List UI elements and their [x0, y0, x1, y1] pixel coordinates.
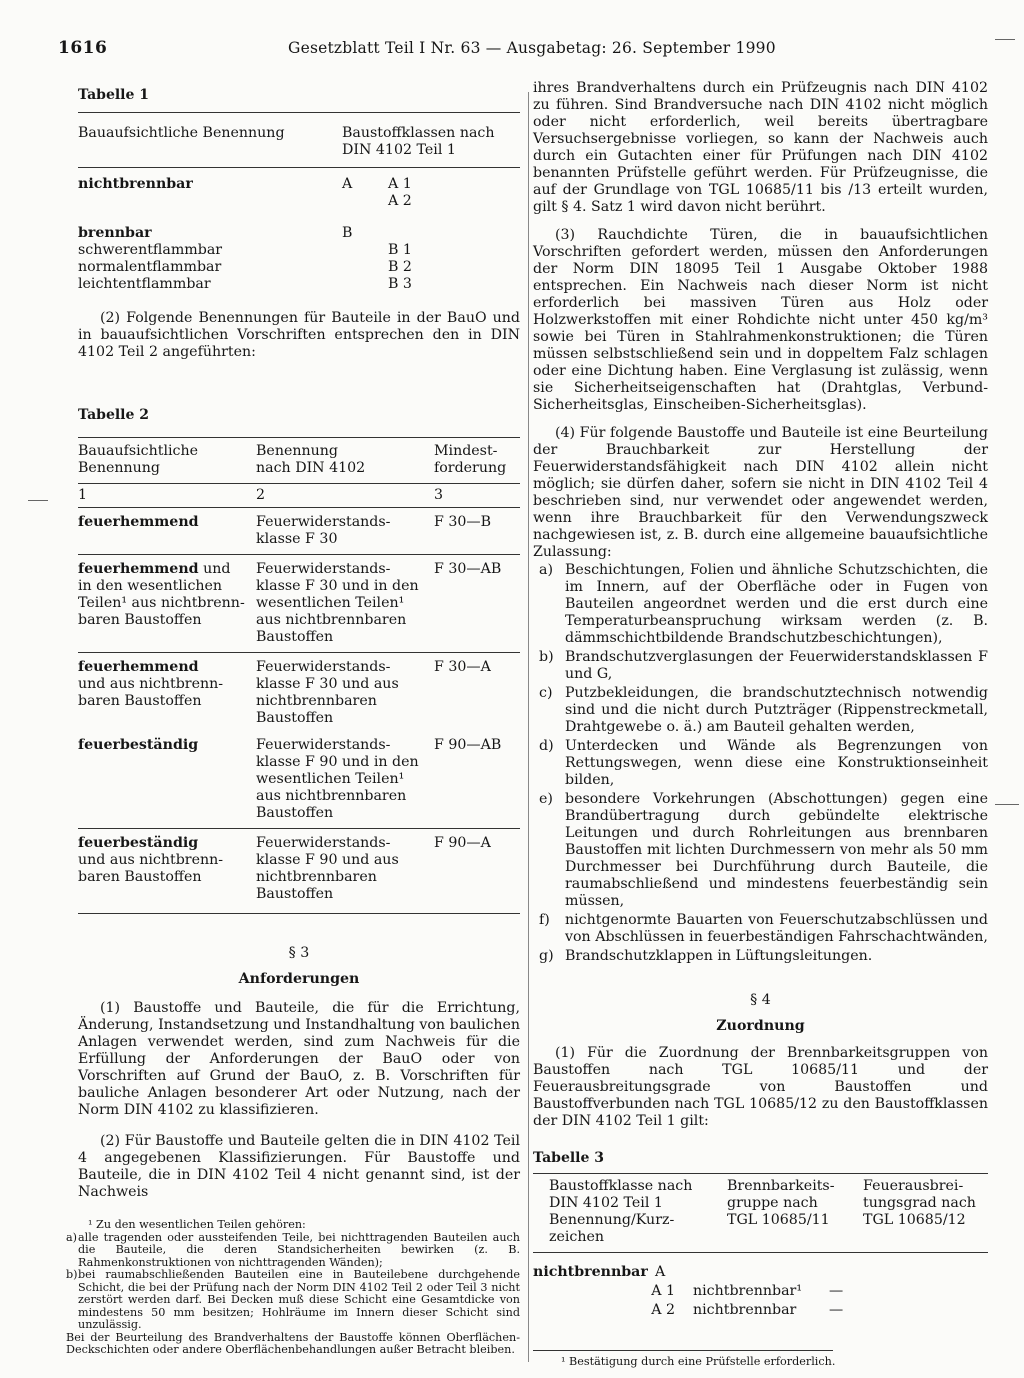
table2-din-line: aus nichtbrennbaren: [256, 612, 407, 628]
list-item-label: g): [539, 948, 554, 964]
table1-row: [78, 259, 520, 276]
table2-din-benennung: [256, 561, 434, 646]
footnote-left-a-label: a): [66, 1230, 78, 1244]
list-item-text: Unterdecken und Wände als Begrenzungen von Rettungswegen, wenn diese eine Konstruktionseinheit bilden,: [565, 738, 988, 788]
table2-mindestforderung: F 30—AB: [434, 561, 502, 577]
section4-number: § 4: [750, 992, 771, 1008]
table2-body: [78, 508, 520, 907]
list-item-label: a): [539, 562, 553, 578]
table1-row: [78, 242, 520, 259]
table2-din-line: aus nichtbrennbaren: [256, 788, 407, 804]
table2-bez-bold: feuerbeständig: [78, 835, 199, 851]
table2-header-col1: [78, 443, 256, 477]
table1-klasse: A 2: [388, 193, 412, 209]
table2-bez-line: Teilen¹ aus nichtbrenn-: [78, 595, 245, 611]
table2-bez-line: in den wesentlichen: [78, 578, 223, 594]
list-item-label: f): [539, 912, 550, 928]
table1-benennung: nichtbrennbar: [78, 176, 193, 192]
table3-grad: —: [829, 1302, 844, 1318]
table1-klasse: B 1: [388, 242, 412, 258]
table2-bez-line: [78, 835, 256, 852]
table2-number-3: 3: [434, 487, 444, 503]
list-item: [533, 738, 988, 789]
table2-row: [78, 508, 520, 552]
table3-grad: —: [829, 1283, 844, 1299]
table3-code: A 2: [651, 1302, 675, 1318]
table3-body: [533, 1283, 988, 1319]
list-item: [533, 791, 988, 910]
table2-bez-line: [78, 737, 256, 754]
table3-row: [533, 1302, 988, 1319]
table2-din-benennung: [256, 835, 434, 903]
table3-header-line: Feuerausbrei-: [863, 1178, 964, 1194]
table2-mindestforderung: F 90—AB: [434, 737, 502, 753]
paragraph-2: (2) Folgende Benennungen für Bauteile in der BauO und in bauaufsichtlichen Vorschriften entsprechen den in DIN 4102 Teil 2 angeführten:: [78, 310, 520, 360]
list-item-label: b): [539, 649, 554, 665]
table2-din-line: Baustoffen: [256, 805, 334, 821]
list-item-text: Brandschutzverglasungen der Feuerwiderstandsklassen F und G,: [565, 649, 988, 682]
table2-header-col1-line2: Benennung: [78, 460, 160, 476]
table1-row: [78, 193, 520, 210]
section3-title: Anforderungen: [238, 971, 360, 987]
table1-label: Tabelle 1: [78, 87, 150, 103]
table2-din-line: Feuerwiderstands-: [256, 835, 391, 851]
table3-group-row: [533, 1264, 988, 1281]
table2-bez-line: baren Baustoffen: [78, 693, 202, 709]
page-header: Gesetzblatt Teil I Nr. 63 — Ausgabetag: 26. September 1990: [288, 39, 776, 57]
table2-din-line: nichtbrennbaren: [256, 869, 377, 885]
section4-paragraph: (1) Für die Zuordnung der Brennbarkeitsgruppen von Baustoffen nach TGL 10685/11 und der Feuerausbreitungsgrade von Baustoffen und Baustoffverbunden nach TGL 10685/12 zu den Baustoffklassen der DIN 4102 Teil 1 gilt:: [533, 1045, 988, 1129]
table3-header-line: zeichen: [549, 1229, 605, 1245]
list-item-text: Beschichtungen, Folien und ähnliche Schutzschichten, die im Innern, auf der Oberfläche oder in Fugen von Bauteilen angeordnet werden und die erst durch eine Temperaturbeanspruchung wirksam werden (z. B. dämmschichtbildende Brandschutzbeschichtungen),: [565, 562, 988, 646]
table1-gruppe: [342, 242, 388, 259]
table3-header-col3: [863, 1178, 976, 1246]
table2-bottom-rule: [78, 913, 520, 914]
requirements-list: [533, 562, 988, 965]
margin-mark: [995, 804, 1019, 805]
table2-mindestforderung: F 30—A: [434, 659, 491, 675]
table3-header-line: DIN 4102 Teil 1: [549, 1195, 663, 1211]
footnote-left: [66, 1219, 520, 1357]
table2-bez-line: und aus nichtbrenn-: [78, 852, 224, 868]
table2-din-line: Baustoffen: [256, 710, 334, 726]
table3-header-line: TGL 10685/11: [727, 1212, 830, 1228]
table2-header-col3-line2: forderung: [434, 460, 507, 476]
list-item-label: c): [539, 685, 553, 701]
table3-group-name: nichtbrennbar: [533, 1264, 648, 1280]
table1-benennung: schwerentflammbar: [78, 242, 223, 258]
section4-title: Zuordnung: [716, 1018, 805, 1034]
table2-header-col2-line1: Benennung: [256, 443, 338, 459]
table2-header-col3-line1: Mindest-: [434, 443, 498, 459]
table3-header-line: Brennbarkeits-: [727, 1178, 835, 1194]
table2-header-col3: [434, 443, 506, 477]
table3-row: [533, 1283, 988, 1300]
table2-mindestforderung: F 90—A: [434, 835, 491, 851]
table3-header: [533, 1178, 988, 1246]
list-item: [533, 912, 988, 946]
table2-bez-line: und aus nichtbrenn-: [78, 676, 224, 692]
table2-din-line: Feuerwiderstands-: [256, 737, 391, 753]
table1-col1-header: Bauaufsichtliche Benennung: [78, 125, 285, 141]
table3-header-line: gruppe nach: [727, 1195, 818, 1211]
table3-gruppe: nichtbrennbar¹: [693, 1283, 803, 1299]
table2-number-2: 2: [256, 487, 266, 503]
table3-code: A 1: [651, 1283, 675, 1299]
table2-number-1: 1: [78, 487, 88, 503]
footnote-right: ¹ Bestätigung durch eine Prüfstelle erforderlich.: [561, 1355, 836, 1368]
table2-din-line: nichtbrennbaren: [256, 693, 377, 709]
table2-mindestforderung: F 30—B: [434, 514, 492, 530]
table1-body: [78, 176, 520, 293]
table1-klasse: B 3: [388, 276, 412, 292]
table1-gruppe: [342, 276, 388, 293]
table2-bauaufsichtliche-benennung: [78, 659, 256, 727]
table2-din-line: klasse F 90 und in den: [256, 754, 419, 770]
table3-header-line: Baustoffklasse nach: [549, 1178, 693, 1194]
table3-header-line: tungsgrad nach: [863, 1195, 976, 1211]
table2-din-line: klasse F 30: [256, 531, 338, 547]
table2-bez-line: baren Baustoffen: [78, 869, 202, 885]
table2-bauaufsichtliche-benennung: [78, 561, 256, 646]
table2-din-line: Feuerwiderstands-: [256, 659, 391, 675]
table1-gruppe: [342, 193, 388, 210]
table2-din-benennung: [256, 514, 434, 548]
right-continuation: ihres Brandverhaltens durch ein Prüfzeugnis nach DIN 4102 zu führen. Sind Brandversuche nach DIN 4102 nicht möglich oder nicht erforderlich, weil bereits übertragbare Versuchsergebnisse vorliegen, so kann der Nachweis auch durch ein Gutachten einer für Prüfungen nach DIN 4102 benannten Prüfstelle geführt werden. Für Prüfzeugnisse, die auf der Grundlage von TGL 10685/11 bis /13 erteilt wurden, gilt § 4. Satz 1 wird davon nicht berührt.: [533, 80, 988, 215]
table2-header: [78, 443, 520, 477]
table2-din-line: klasse F 30 und in den: [256, 578, 419, 594]
table2-row: [78, 829, 520, 907]
table2-number-row: [78, 487, 520, 504]
table1-gruppe: [342, 259, 388, 276]
table3-group-letter: A: [655, 1264, 666, 1280]
footnote-left-b: [66, 1269, 520, 1332]
table2-header-col1-line1: Bauaufsichtliche: [78, 443, 199, 459]
column-divider: [528, 92, 529, 1362]
table2-bez-line: [78, 659, 256, 676]
footnote-left-a-text: alle tragenden oder aussteifenden Teile, bei nichttragenden Bauteilen auch die Bauteile, die deren Standsicherheiten bewirken (z. B. Rahmenkonstruktionen von nichttragenden Wänden);: [78, 1230, 520, 1269]
table2-bez-line: [78, 561, 256, 578]
list-item: [533, 948, 988, 965]
table2-top-rule: [78, 437, 520, 438]
footnote-left-b-label: b): [66, 1268, 78, 1281]
list-item-label: e): [539, 791, 553, 807]
table2-din-line: Baustoffen: [256, 886, 334, 902]
section3-paragraph-1: (1) Baustoffe und Bauteile, die für die Errichtung, Änderung, Instandsetzung und Instandhaltung von baulichen Anlagen verwendet werden, sind zum Nachweis für die Erfüllung der Anforderungen der BauO oder von Vorschriften auf Grund der BauO, z. B. Vorschriften für bauliche Anlagen besonderer Art oder Nutzung, nach der Norm DIN 4102 zu klassifizieren.: [78, 1000, 520, 1118]
footnote-left-title: ¹ Zu den wesentlichen Teilen gehören:: [88, 1218, 306, 1231]
table3-header-col1: [533, 1178, 727, 1246]
table1-row: [78, 225, 520, 242]
list-item: [533, 685, 988, 736]
footnote-left-b-text: bei raumabschließenden Bauteilen eine in Bauteilebene durchgehende Schicht, die bei der Prüfung nach der Norm DIN 4102 Teil 2 oder Teil 3 nicht zerstört werden darf. Bei Decken muß diese Schicht eine Gesamtdicke von mindestens 50 mm besitzen; Hohlräume im Innern dieser Schicht sind unzulässig.: [78, 1268, 520, 1331]
table1-klasse: A 1: [388, 176, 412, 192]
table2-header-rule: [78, 483, 520, 484]
list-item: [533, 649, 988, 683]
table2-header-col2-line2: nach DIN 4102: [256, 460, 366, 476]
table1-row: [78, 176, 520, 193]
table2-row: [78, 555, 520, 650]
table2-din-line: Feuerwiderstands-: [256, 514, 391, 530]
list-item-text: Putzbekleidungen, die brandschutztechnisch notwendig sind und die nicht durch Putzträger (Rippenstreckmetall, Drahtgewebe o. ä.) am Bauteil gehalten werden,: [565, 685, 988, 735]
footnote-left-tail: Bei der Beurteilung des Brandverhaltens der Baustoffe können Oberflächen-Deckschichten oder andere Oberflächenbehandlungen außer Betracht bleiben.: [66, 1330, 520, 1356]
table1-header-rule: [78, 167, 520, 168]
table1-benennung: [78, 193, 342, 210]
footnote-right-rule: [533, 1350, 833, 1351]
table3-gruppe: nichtbrennbar: [693, 1302, 797, 1318]
table2-header-col2: [256, 443, 434, 477]
table2-bez-line: baren Baustoffen: [78, 612, 202, 628]
table1-col2-header-line1: Baustoffklassen nach: [342, 125, 495, 141]
table2-bez-suffix: und: [198, 561, 231, 577]
table2-row: [78, 731, 520, 826]
paragraph-3: (3) Rauchdichte Türen, die in bauaufsichtlichen Vorschriften gefordert werden, müssen den Anforderungen der Norm DIN 18095 Teil 1 Ausgabe Oktober 1988 entsprechen. Ein Nachweis nach dieser Norm ist nicht erforderlich bei massiven Türen aus Holz oder Holzwerkstoffen mit einer Rohdichte nicht unter 450 kg/m³ sowie bei Türen in Stahlrahmenkonstruktionen; die Türen müssen selbstschließend sein und in doppeltem Falz schlagen oder eine Dichtung haben. Eine Verglasung ist zulässig, wenn sie Sicherheitseigenschaften hat (Drahtglas, Verbund-Sicherheitsglas, Einscheiben-Sicherheitsglas).: [533, 227, 988, 413]
table3-top-rule: [533, 1173, 988, 1174]
footnote-left-a: [66, 1232, 520, 1270]
margin-mark: [995, 39, 1015, 40]
table2-din-line: wesentlichen Teilen¹: [256, 771, 405, 787]
table3-header-line: Benennung/Kurz-: [549, 1212, 675, 1228]
paragraph-4: (4) Für folgende Baustoffe und Bauteile ist eine Beurteilung der Brauchbarkeit zur Herstellung der Feuerwiderstandsfähigkeit nach DIN 4102 allein nicht möglich; sie dürfen daher, sofern sie nicht in DIN 4102 Teil 4 beschrieben sind, nur verwendet oder angewendet werden, wenn ihre Brauchbarkeit für den Verwendungszweck nachgewiesen ist, z. B. durch eine allgemeine bauaufsichtliche Zulassung:: [533, 425, 988, 560]
table2-din-line: Feuerwiderstands-: [256, 561, 391, 577]
table1-col2-header-line2: DIN 4102 Teil 1: [342, 142, 456, 158]
margin-mark: [28, 500, 48, 501]
table3-header-line: TGL 10685/12: [863, 1212, 966, 1228]
table2-din-line: klasse F 90 und aus: [256, 852, 399, 868]
page-number: 1616: [58, 38, 108, 58]
list-item-text: Brandschutzklappen in Lüftungsleitungen.: [565, 948, 873, 964]
table2-din-line: klasse F 30 und aus: [256, 676, 399, 692]
section3-number: § 3: [288, 945, 310, 961]
table2-bauaufsichtliche-benennung: [78, 835, 256, 903]
table1-benennung: leichtentflammbar: [78, 276, 211, 292]
table2-bauaufsichtliche-benennung: [78, 514, 256, 548]
table1-col2-header: [342, 125, 495, 159]
right-column: [533, 80, 988, 1369]
table2-din-line: Baustoffen: [256, 629, 334, 645]
table1-gruppe: B: [342, 225, 353, 241]
list-item-text: besondere Vorkehrungen (Abschottungen) gegen eine Brandübertragung durch gebündelte elektrische Leitungen und durch Rohrleitungen aus brennbaren Baustoffen mit lichten Durchmessern von mehr als 50 mm Durchmesser bei Durchführung durch Bauteile, die raumabschließend und mindestens feuerbeständig sein müssen,: [565, 791, 988, 909]
table2-bez-line: [78, 514, 256, 531]
table2-bez-bold: feuerhemmend: [78, 561, 199, 577]
list-item: [533, 562, 988, 647]
table3-header-col2: [727, 1178, 863, 1246]
table1-gruppe: A: [342, 176, 353, 192]
table2-din-benennung: [256, 659, 434, 727]
table2-bez-bold: feuerhemmend: [78, 514, 199, 530]
section3-paragraph-2: (2) Für Baustoffe und Bauteile gelten die in DIN 4102 Teil 4 angegebenen Klassifizierungen. Für Baustoffe und Bauteile, die in DIN 4102 Teil 4 nicht genannt sind, ist der Nachweis: [78, 1133, 520, 1200]
list-item-label: d): [539, 738, 554, 754]
table2-bez-bold: feuerbeständig: [78, 737, 199, 753]
table1-benennung: normalentflammbar: [78, 259, 222, 275]
table1-row: [78, 276, 520, 293]
table1-klasse: B 2: [388, 259, 412, 275]
table2-label: Tabelle 2: [78, 407, 150, 423]
table1-header: [78, 125, 520, 159]
table3-header-rule: [533, 1252, 988, 1253]
table1-top-rule: [78, 112, 520, 113]
table1-benennung: brennbar: [78, 225, 152, 241]
list-item-text: nichtgenormte Bauarten von Feuerschutzabschlüssen und von Abschlüssen in feuerbeständigen Fahrschachtwänden,: [565, 912, 988, 945]
table2-din-benennung: [256, 737, 434, 822]
table3-label: Tabelle 3: [533, 1150, 605, 1166]
left-column: [66, 80, 520, 1357]
table2-row: [78, 653, 520, 731]
table2-din-line: wesentlichen Teilen¹: [256, 595, 405, 611]
table2-bauaufsichtliche-benennung: [78, 737, 256, 822]
table2-bez-bold: feuerhemmend: [78, 659, 199, 675]
